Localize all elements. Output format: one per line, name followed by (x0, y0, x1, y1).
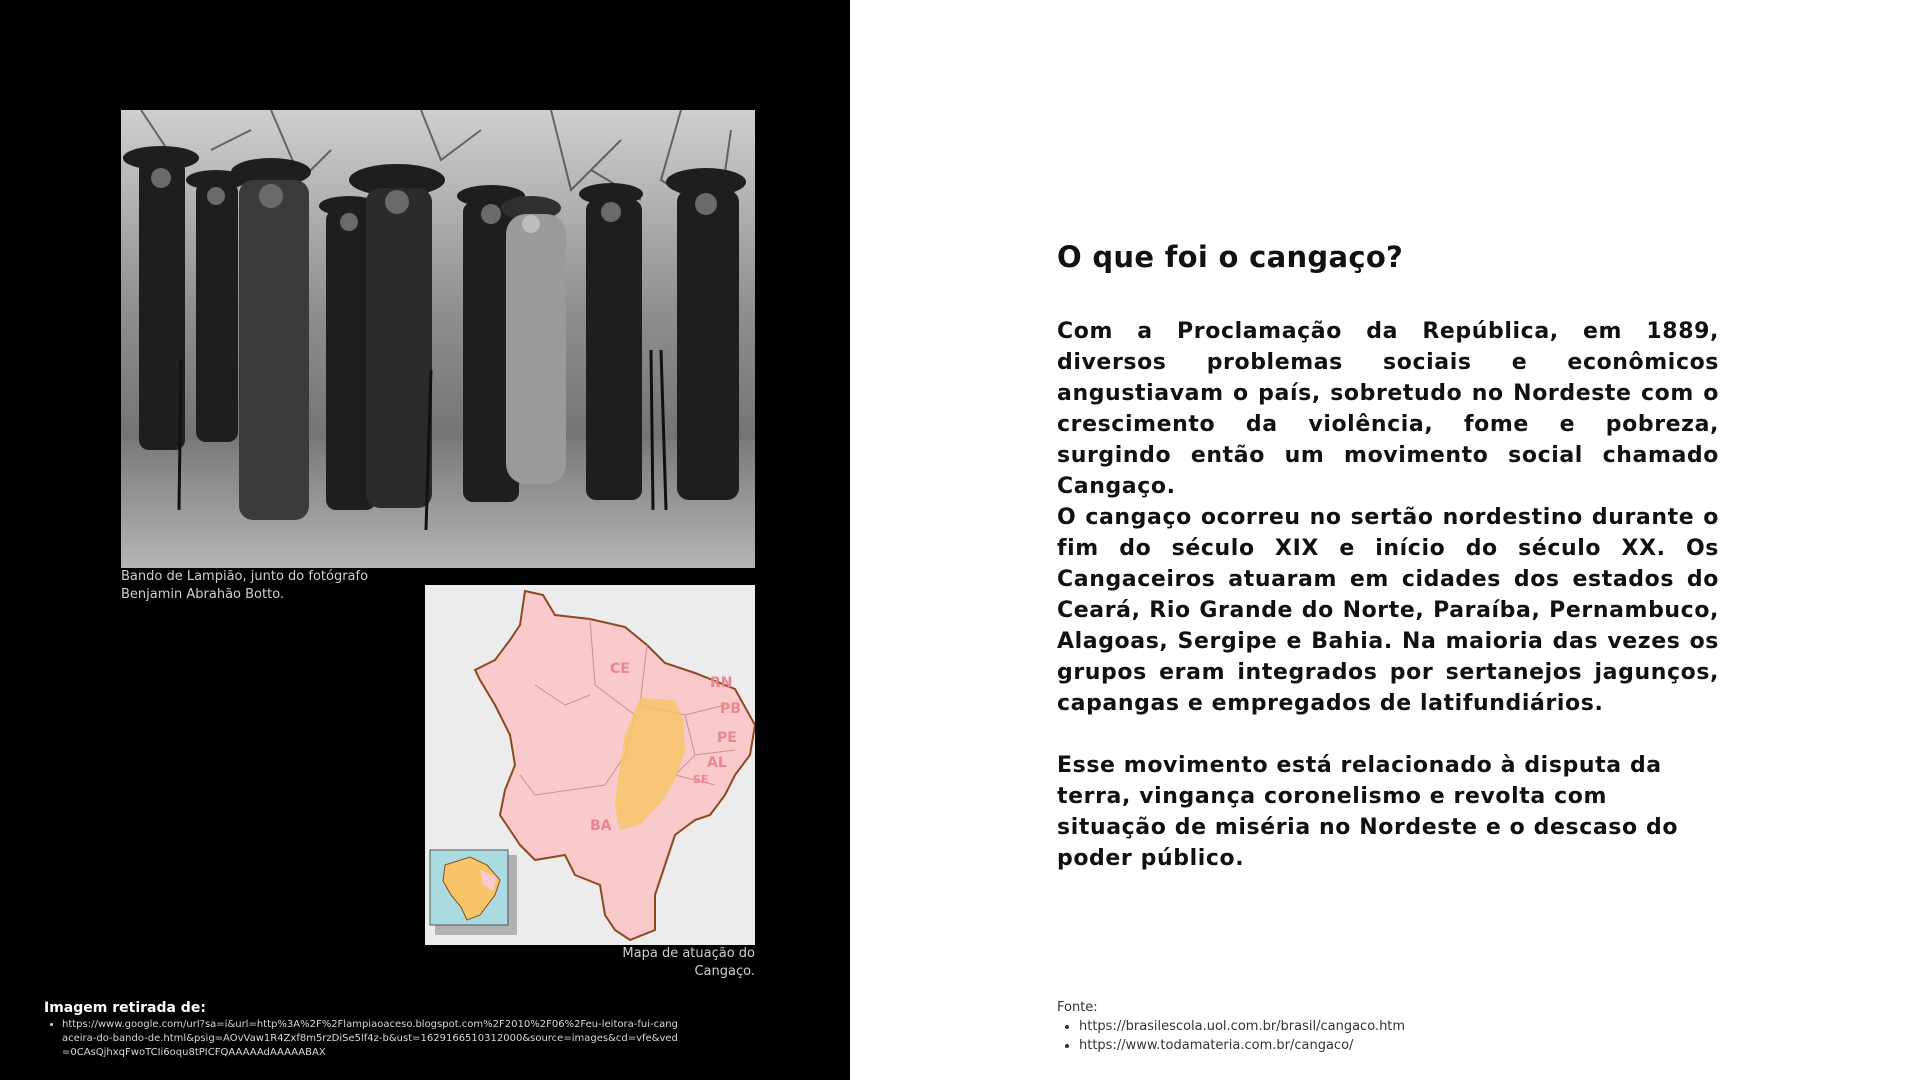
photo-caption (121, 568, 421, 604)
sources-title: Fonte: (1057, 1000, 1098, 1015)
map-label-pb: PB (720, 701, 741, 717)
photo-caption-line2: Benjamin Abrahão Botto. (121, 587, 285, 602)
image-source-title: Imagem retirada de: (44, 1000, 206, 1016)
lampiao-group-photo (121, 110, 755, 568)
sources (1057, 998, 1657, 1055)
right-panel (850, 0, 1920, 1080)
map-label-ce: CE (610, 661, 630, 677)
map-label-pe: PE (717, 730, 737, 746)
brazil-inset-map (430, 850, 517, 935)
cangaco-region-map (425, 585, 755, 945)
map-caption: Mapa de atuação do Cangaço. (622, 946, 755, 979)
map-label-rn: RN (710, 675, 733, 691)
photo-caption-line1: Bando de Lampião, junto do fotógrafo (121, 569, 369, 584)
image-source (44, 1000, 684, 1060)
map-label-al: AL (707, 755, 727, 771)
image-source-list (44, 1018, 684, 1060)
source-link-todamateria[interactable]: • https://www.todamateria.com.br/cangaco/ (1079, 1036, 1657, 1055)
paragraph-republic: Com a Proclamação da República, em 1889, diversos problemas sociais e econômicos angustiavam o país, sobretudo no Nordeste com o crescimento da violência, fome e pobreza, surgindo então um movimento social chamado Cangaço. (1057, 319, 1719, 499)
left-panel (0, 0, 850, 1080)
page-title: O que foi o cangaço? (1057, 240, 1404, 274)
sources-list (1057, 1017, 1657, 1055)
map-label-se: SE (693, 773, 709, 786)
image-source-link[interactable]: • https://www.google.com/url?sa=i&url=http%3A%2F%2Flampiaoaceso.blogspot.com%2F2010%2F06%2Feu-leitora-fui-cangaceira-do-bando-de.html&psig=AOvVaw1R4Zxf8m5rzDiSe5lf4z-b&ust=1629166510312000&source=images&cd=vfe&ved=0CAsQjhxqFwoTCIi6oqu8tPICFQAAAAAdAAAAABAX (62, 1018, 684, 1060)
map-label-ba: BA (590, 818, 612, 834)
paragraph-sertao: O cangaço ocorreu no sertão nordestino durante o fim do século XIX e início do século XX. Os Cangaceiros atuaram em cidades dos estados do Ceará, Rio Grande do Norte, Paraíba, Pernambuco, Alagoas, Sergipe e Bahia. Na maioria das vezes os grupos eram integrados por sertanejos jagunços, capangas e empregados de latifundiários. (1057, 505, 1719, 716)
paragraph-land-dispute: Esse movimento está relacionado à disputa da terra, vingança coronelismo e revolta com situação de miséria no Nordeste e o descaso do poder público. (1057, 753, 1679, 871)
source-link-brasilescola[interactable]: • https://brasilescola.uol.com.br/brasil/cangaco.htm (1079, 1017, 1657, 1036)
